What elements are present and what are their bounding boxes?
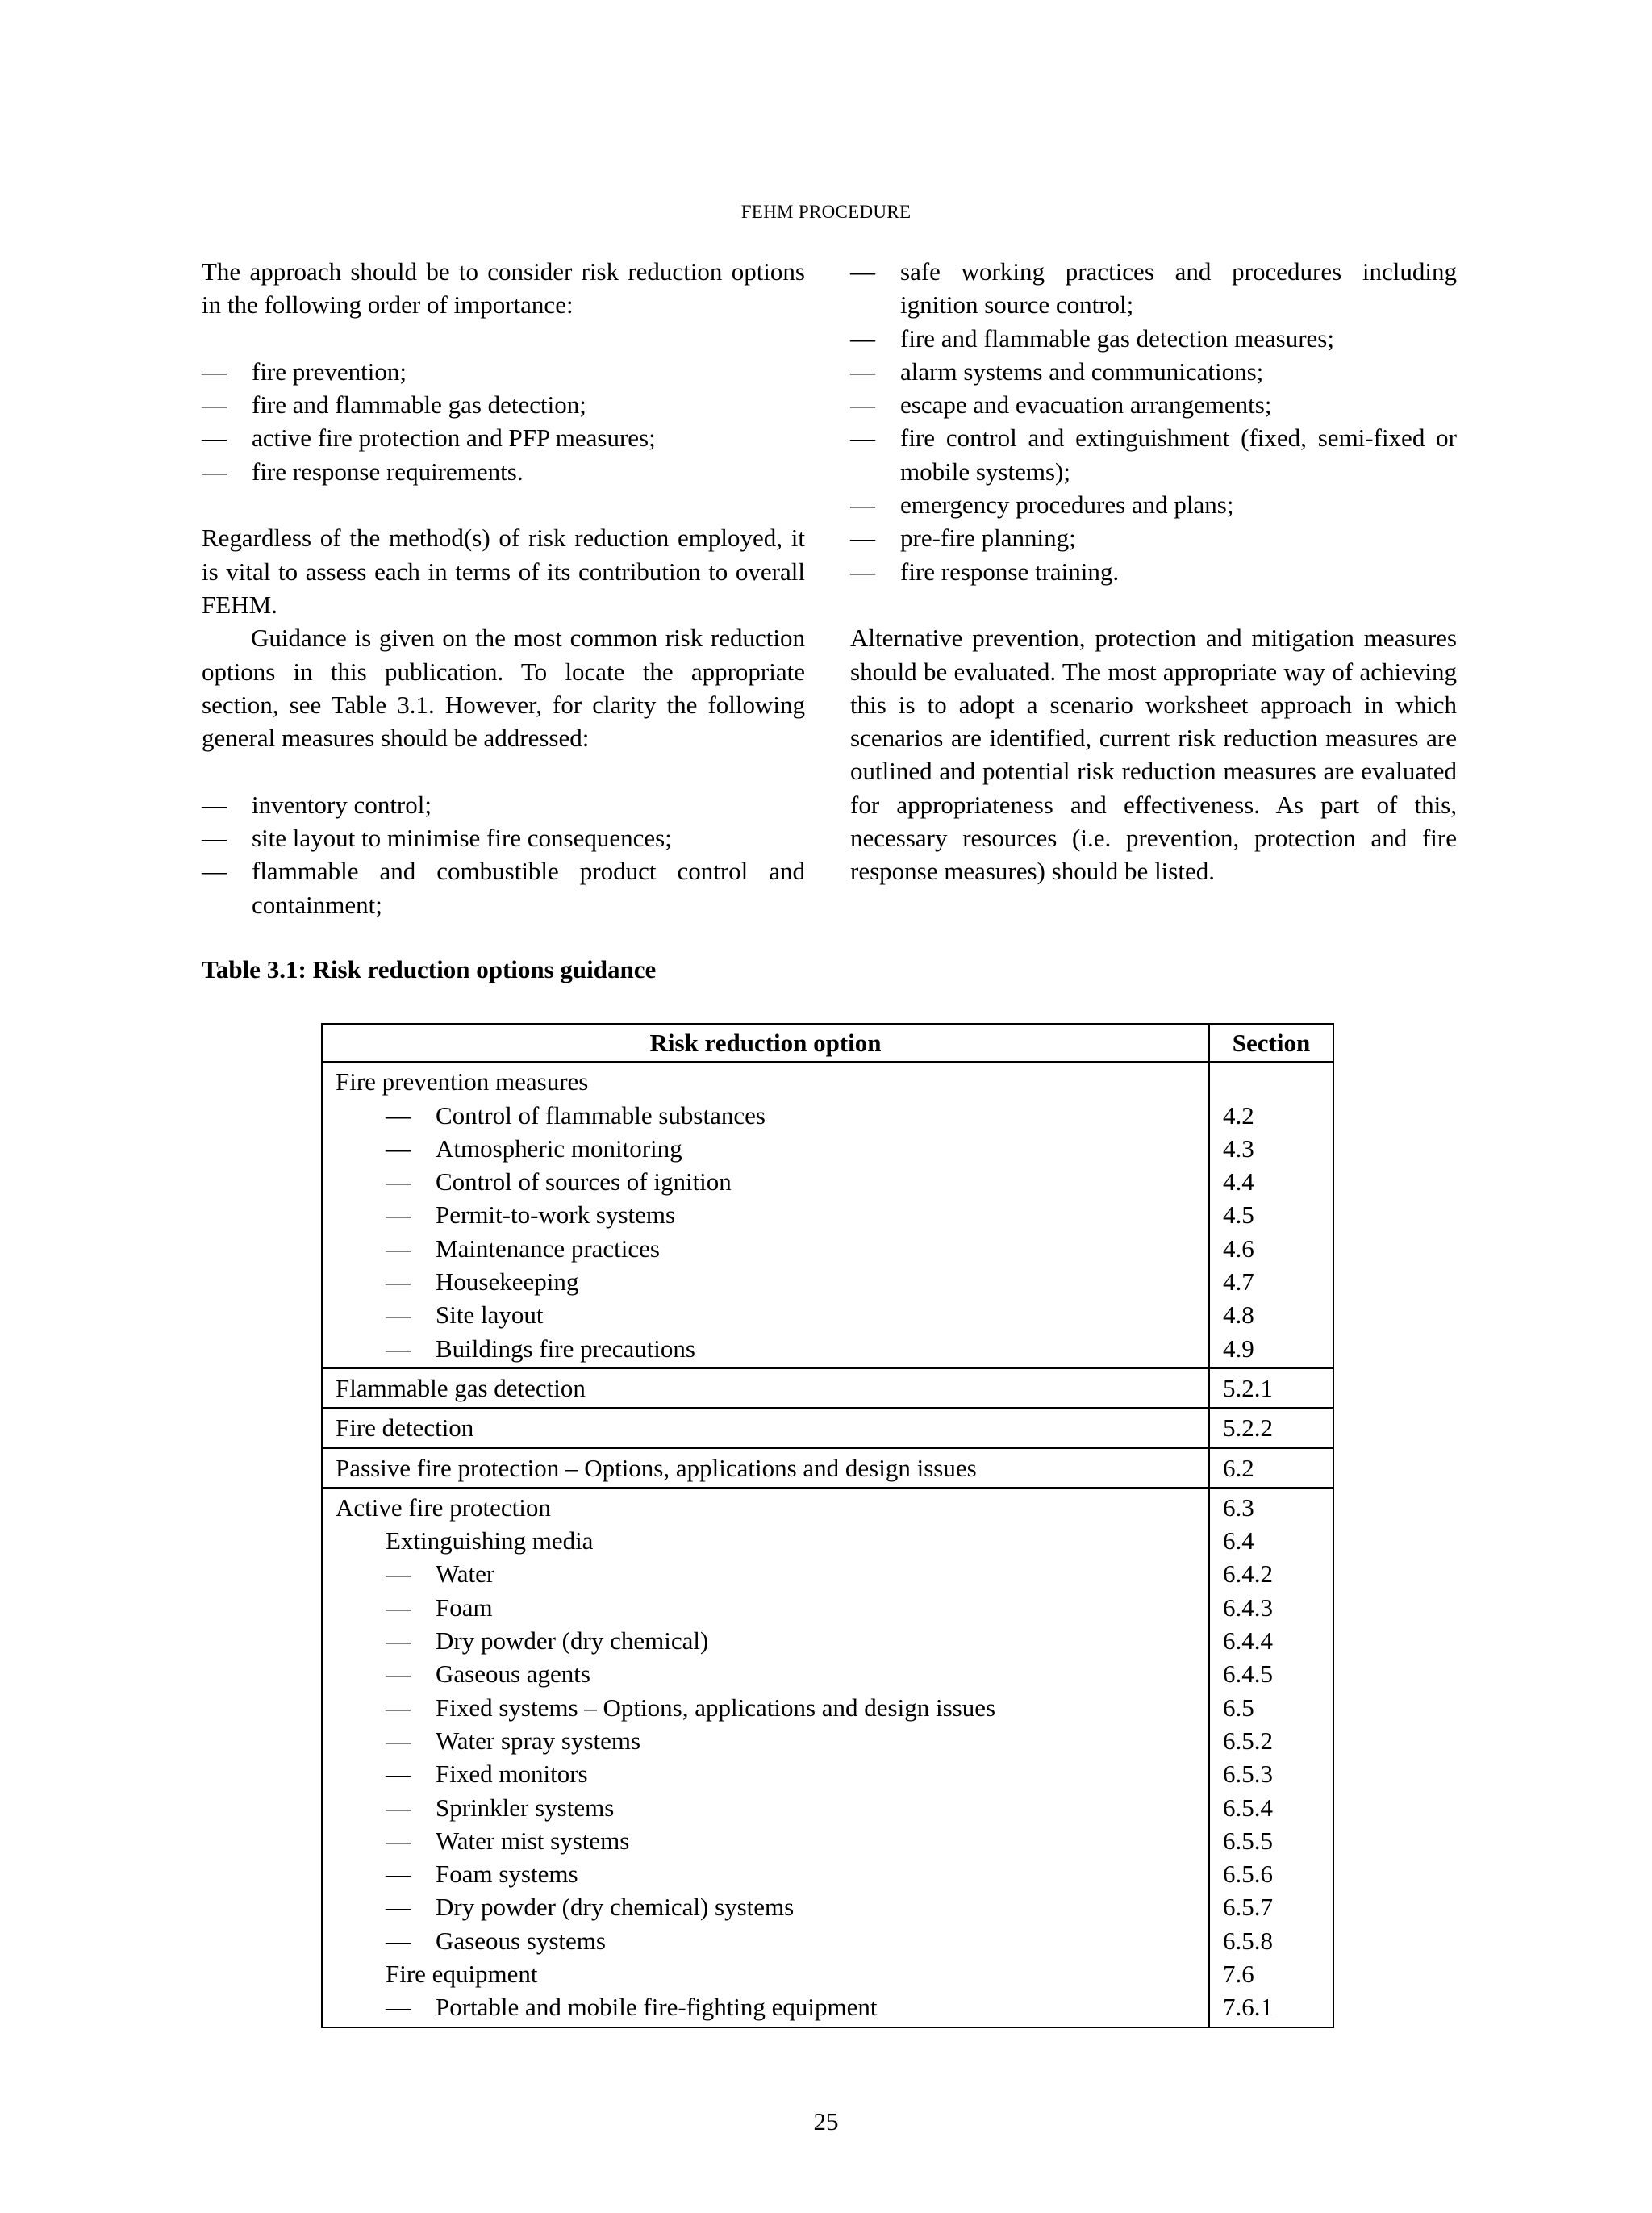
dash-marker: — <box>386 1826 411 1855</box>
dash-marker: — <box>386 1726 411 1755</box>
section-cell <box>1209 1488 1333 2027</box>
list-item: — escape and evacuation arrangements; <box>850 388 1457 421</box>
option-text: Water mist systems <box>436 1826 630 1855</box>
measures-list <box>202 788 805 921</box>
list-item: — fire and flammable gas detection; <box>202 388 805 421</box>
section-number: 4.6 <box>1223 1234 1254 1263</box>
risk-reduction-table <box>321 1023 1334 2028</box>
list-item: — flammable and combustible product control and containment; <box>202 854 805 921</box>
section-number: 6.4.2 <box>1223 1560 1273 1589</box>
option-subitem <box>336 1757 1195 1790</box>
list-item: — fire prevention; <box>202 355 805 388</box>
section-number: 4.8 <box>1223 1301 1254 1330</box>
dash-marker: — <box>386 1793 411 1822</box>
option-cell <box>322 1408 1209 1447</box>
option-subitem <box>336 1298 1195 1331</box>
option-subitem <box>336 1990 1195 2023</box>
dash-marker: — <box>386 1167 411 1196</box>
section-number: 6.4.4 <box>1223 1626 1273 1656</box>
option-cell <box>322 1368 1209 1408</box>
dash-marker: — <box>386 1100 411 1129</box>
option-heading: Passive fire protection – Options, applications and design issues <box>336 1453 977 1482</box>
list-item: — inventory control; <box>202 788 805 821</box>
section-number: 6.4.5 <box>1223 1660 1273 1689</box>
list-item: — fire response requirements. <box>202 455 805 488</box>
list-item: — safe working practices and procedures including ignition source control; <box>850 255 1457 322</box>
section-number: 6.2 <box>1223 1453 1254 1482</box>
option-heading: Active fire protection <box>336 1493 551 1522</box>
list-item: — emergency procedures and plans; <box>850 488 1457 521</box>
dash-marker: — <box>386 1560 411 1589</box>
option-subitem <box>336 1624 1195 1657</box>
option-subitem <box>336 1890 1195 1923</box>
dash-marker: — <box>386 1760 411 1789</box>
list-item: — site layout to minimise fire consequences; <box>202 821 805 854</box>
section-number: 6.5.5 <box>1223 1826 1273 1855</box>
section-number <box>1223 1065 1320 1098</box>
option-subitem <box>336 1557 1195 1590</box>
option-subitem <box>336 1724 1195 1757</box>
option-subitem <box>336 1591 1195 1624</box>
option-text: Control of flammable substances <box>436 1100 766 1129</box>
dash-marker: — <box>386 1926 411 1955</box>
right-column <box>850 255 1457 888</box>
option-text: Foam <box>436 1593 493 1622</box>
option-subitem <box>336 1265 1195 1298</box>
section-cell <box>1209 1448 1333 1488</box>
option-subitem <box>336 1924 1195 1957</box>
dash-marker: — <box>386 1893 411 1922</box>
section-number: 7.6.1 <box>1223 1993 1273 2022</box>
option-subheading: Fire equipment <box>386 1960 538 1989</box>
section-number: 6.5 <box>1223 1693 1254 1722</box>
option-text: Permit-to-work systems <box>436 1200 676 1230</box>
option-subitem <box>336 1657 1195 1690</box>
option-heading: Fire detection <box>336 1413 474 1443</box>
measures-list-continued <box>850 255 1457 588</box>
section-number: 6.5.7 <box>1223 1893 1273 1922</box>
left-column <box>202 255 805 921</box>
section-cell <box>1209 1368 1333 1408</box>
section-number: 4.7 <box>1223 1267 1254 1296</box>
option-text: Dry powder (dry chemical) <box>436 1626 709 1656</box>
section-number: 4.3 <box>1223 1134 1254 1163</box>
dash-marker: — <box>386 1200 411 1230</box>
priority-list <box>202 355 805 488</box>
column-header-option: Risk reduction option <box>322 1024 1209 1062</box>
dash-marker: — <box>386 1860 411 1889</box>
section-number: 6.3 <box>1223 1493 1254 1522</box>
section-cell <box>1209 1408 1333 1447</box>
option-heading: Fire prevention measures <box>336 1067 589 1096</box>
list-item: — active fire protection and PFP measures; <box>202 421 805 454</box>
table-row <box>322 1448 1333 1488</box>
section-cell <box>1209 1062 1333 1368</box>
option-subheading: Extinguishing media <box>386 1526 594 1555</box>
option-subitem <box>336 1691 1195 1724</box>
intro-paragraph: The approach should be to consider risk reduction options in the following order of importance: <box>202 257 805 319</box>
option-subitem <box>336 1099 1195 1132</box>
section-number: 6.4.3 <box>1223 1593 1273 1622</box>
list-item: — pre-fire planning; <box>850 521 1457 554</box>
dash-marker: — <box>386 1301 411 1330</box>
section-number: 4.4 <box>1223 1167 1254 1196</box>
list-item: — fire response training. <box>850 555 1457 588</box>
option-subitem <box>336 1232 1195 1265</box>
section-number: 6.5.8 <box>1223 1926 1273 1955</box>
section-number: 6.5.2 <box>1223 1726 1273 1755</box>
table-row <box>322 1488 1333 2027</box>
option-subitem <box>336 1165 1195 1198</box>
option-subitem <box>336 1857 1195 1890</box>
dash-marker: — <box>386 1234 411 1263</box>
dash-marker: — <box>386 1660 411 1689</box>
guidance-paragraph: Guidance is given on the most common risk reduction options in this publication. To locate the appropriate section, see Table 3.1. However, for clarity the following general measures should be addressed: <box>202 624 805 753</box>
option-cell <box>322 1062 1209 1368</box>
section-number: 6.4 <box>1223 1526 1254 1555</box>
option-cell <box>322 1488 1209 2027</box>
option-text: Gaseous agents <box>436 1660 590 1689</box>
dash-marker: — <box>386 1993 411 2022</box>
running-header: FEHM PROCEDURE <box>740 202 912 222</box>
option-heading: Flammable gas detection <box>336 1373 586 1402</box>
dash-marker: — <box>386 1593 411 1622</box>
dash-marker: — <box>386 1267 411 1296</box>
option-subitem <box>336 1132 1195 1165</box>
table-body <box>322 1062 1333 2027</box>
section-number: 6.5.3 <box>1223 1760 1273 1789</box>
page-number: 25 <box>813 2107 839 2136</box>
section-number: 5.2.1 <box>1223 1373 1273 1402</box>
option-cell <box>322 1448 1209 1488</box>
section-number: 4.2 <box>1223 1100 1254 1129</box>
section-number: 7.6 <box>1223 1960 1254 1989</box>
table-title: Table 3.1: Risk reduction options guidance <box>202 955 657 983</box>
section-number: 4.9 <box>1223 1334 1254 1363</box>
option-text: Fixed systems – Options, applications and design issues <box>436 1693 996 1722</box>
list-item: — fire and flammable gas detection measures; <box>850 322 1457 355</box>
option-text: Fixed monitors <box>436 1760 588 1789</box>
table-row <box>322 1368 1333 1408</box>
section-number: 4.5 <box>1223 1200 1254 1230</box>
method-paragraph: Regardless of the method(s) of risk reduction employed, it is vital to assess each in terms of its contribution to overall FEHM. <box>202 524 805 619</box>
option-text: Maintenance practices <box>436 1234 660 1263</box>
option-text: Dry powder (dry chemical) systems <box>436 1893 795 1922</box>
option-text: Control of sources of ignition <box>436 1167 732 1196</box>
option-text: Foam systems <box>436 1860 578 1889</box>
section-number: 6.5.6 <box>1223 1860 1273 1889</box>
alternatives-paragraph: Alternative prevention, protection and mitigation measures should be evaluated. The most appropriate way of achieving this is to adopt a scenario worksheet approach in which scenarios are identified, current risk reduction measures are outlined and potential risk reduction measures are evaluated for appropriateness and effectiveness. As part of this, necessary resources (i.e. prevention, protection and fire response measures) should be listed. <box>850 624 1457 886</box>
table-header-row <box>322 1024 1333 1062</box>
option-text: Water <box>436 1560 495 1589</box>
option-text: Atmospheric monitoring <box>436 1134 682 1163</box>
list-item: — fire control and extinguishment (fixed, semi-fixed or mobile systems); <box>850 421 1457 488</box>
option-text: Portable and mobile fire-fighting equipment <box>436 1993 878 2022</box>
list-item: — alarm systems and communications; <box>850 355 1457 388</box>
option-text: Buildings fire precautions <box>436 1334 695 1363</box>
option-text: Housekeeping <box>436 1267 579 1296</box>
option-subitem <box>336 1198 1195 1231</box>
option-subitem <box>336 1824 1195 1857</box>
section-number: 5.2.2 <box>1223 1413 1273 1443</box>
section-number: 6.5.4 <box>1223 1793 1273 1822</box>
dash-marker: — <box>386 1334 411 1363</box>
table-row <box>322 1062 1333 1368</box>
option-text: Sprinkler systems <box>436 1793 615 1822</box>
option-subitem <box>336 1332 1195 1365</box>
option-text: Gaseous systems <box>436 1926 606 1955</box>
dash-marker: — <box>386 1626 411 1656</box>
table-row <box>322 1408 1333 1447</box>
dash-marker: — <box>386 1693 411 1722</box>
option-text: Site layout <box>436 1301 544 1330</box>
column-header-section: Section <box>1209 1024 1333 1062</box>
option-text: Water spray systems <box>436 1726 641 1755</box>
dash-marker: — <box>386 1134 411 1163</box>
option-subitem <box>336 1791 1195 1824</box>
